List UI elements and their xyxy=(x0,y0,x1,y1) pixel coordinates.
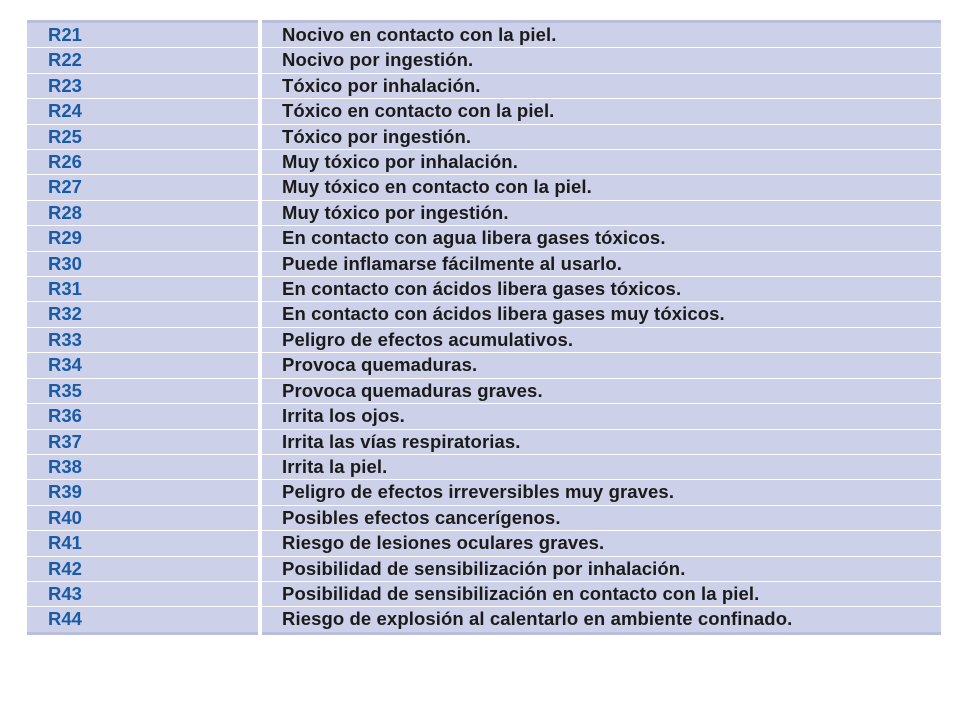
risk-description-cell: En contacto con ácidos libera gases muy tóxicos. xyxy=(260,302,941,327)
table-row xyxy=(27,175,941,200)
table-row xyxy=(27,200,941,225)
risk-description-cell: Peligro de efectos acumulativos. xyxy=(260,327,941,352)
table-row xyxy=(27,505,941,530)
risk-description-cell: En contacto con ácidos libera gases tóxicos. xyxy=(260,277,941,302)
risk-description-cell: Nocivo en contacto con la piel. xyxy=(260,22,941,48)
risk-code-cell: R23 xyxy=(27,73,260,98)
table-row xyxy=(27,150,941,175)
risk-code-cell: R36 xyxy=(27,404,260,429)
table-row xyxy=(27,531,941,556)
table-row xyxy=(27,124,941,149)
risk-description-cell: En contacto con agua libera gases tóxicos. xyxy=(260,226,941,251)
table-row xyxy=(27,353,941,378)
risk-code-cell: R41 xyxy=(27,531,260,556)
risk-code-cell: R27 xyxy=(27,175,260,200)
table-row xyxy=(27,581,941,606)
risk-description-cell: Riesgo de explosión al calentarlo en ambiente confinado. xyxy=(282,608,793,630)
table-row xyxy=(27,556,941,581)
risk-description-cell: Irrita las vías respiratorias. xyxy=(260,429,941,454)
risk-code-cell: R25 xyxy=(27,124,260,149)
risk-description-cell: Provoca quemaduras graves. xyxy=(260,378,941,403)
risk-code-cell: R39 xyxy=(27,480,260,505)
table-row xyxy=(27,22,941,48)
risk-description-cell: Tóxico en contacto con la piel. xyxy=(260,99,941,124)
risk-description-cell: Irrita los ojos. xyxy=(260,404,941,429)
risk-description-cell: Peligro de efectos irreversibles muy graves. xyxy=(260,480,941,505)
risk-description-cell: Tóxico por ingestión. xyxy=(260,124,941,149)
risk-code-cell: R33 xyxy=(27,327,260,352)
risk-description-cell: Tóxico por inhalación. xyxy=(260,73,941,98)
risk-description-cell: Muy tóxico en contacto con la piel. xyxy=(260,175,941,200)
risk-code-cell: R34 xyxy=(27,353,260,378)
table-row xyxy=(27,607,941,633)
risk-code-cell: R21 xyxy=(27,22,260,48)
risk-phrases-table xyxy=(27,20,941,635)
risk-description-cell: Nocivo por ingestión. xyxy=(260,48,941,73)
risk-code-cell: R32 xyxy=(27,302,260,327)
table-row xyxy=(27,73,941,98)
table-row xyxy=(27,378,941,403)
risk-code-cell: R30 xyxy=(27,251,260,276)
table-row xyxy=(27,454,941,479)
risk-code-cell: R42 xyxy=(27,556,260,581)
risk-code-cell: R35 xyxy=(27,378,260,403)
risk-description-cell: Posibilidad de sensibilización en contacto con la piel. xyxy=(260,581,941,606)
table-row xyxy=(27,99,941,124)
table-row xyxy=(27,429,941,454)
table-row xyxy=(27,480,941,505)
risk-code-cell: R38 xyxy=(27,454,260,479)
risk-code-cell: R44 xyxy=(27,607,260,633)
risk-description-cell: Muy tóxico por ingestión. xyxy=(260,200,941,225)
risk-code-cell: R29 xyxy=(27,226,260,251)
risk-description-cell: Irrita la piel. xyxy=(260,454,941,479)
risk-description-cell: Riesgo de lesiones oculares graves. xyxy=(260,531,941,556)
risk-description-cell: Posibles efectos cancerígenos. xyxy=(260,505,941,530)
risk-code-cell: R31 xyxy=(27,277,260,302)
risk-code-cell: R22 xyxy=(27,48,260,73)
table-row xyxy=(27,48,941,73)
table-row xyxy=(27,404,941,429)
risk-phrases-table-body xyxy=(27,22,941,634)
risk-code-cell: R28 xyxy=(27,200,260,225)
risk-description-cell: Provoca quemaduras. xyxy=(260,353,941,378)
risk-code-cell: R24 xyxy=(27,99,260,124)
table-row xyxy=(27,327,941,352)
table-row xyxy=(27,226,941,251)
risk-code-cell: R26 xyxy=(27,150,260,175)
risk-description-cell: Muy tóxico por inhalación. xyxy=(260,150,941,175)
risk-description-cell: Posibilidad de sensibilización por inhalación. xyxy=(260,556,941,581)
table-row xyxy=(27,251,941,276)
table-row xyxy=(27,277,941,302)
risk-code-cell: R43 xyxy=(27,581,260,606)
risk-code-cell: R37 xyxy=(27,429,260,454)
table-row xyxy=(27,302,941,327)
risk-description-cell: Puede inflamarse fácilmente al usarlo. xyxy=(260,251,941,276)
risk-code-cell: R40 xyxy=(27,505,260,530)
